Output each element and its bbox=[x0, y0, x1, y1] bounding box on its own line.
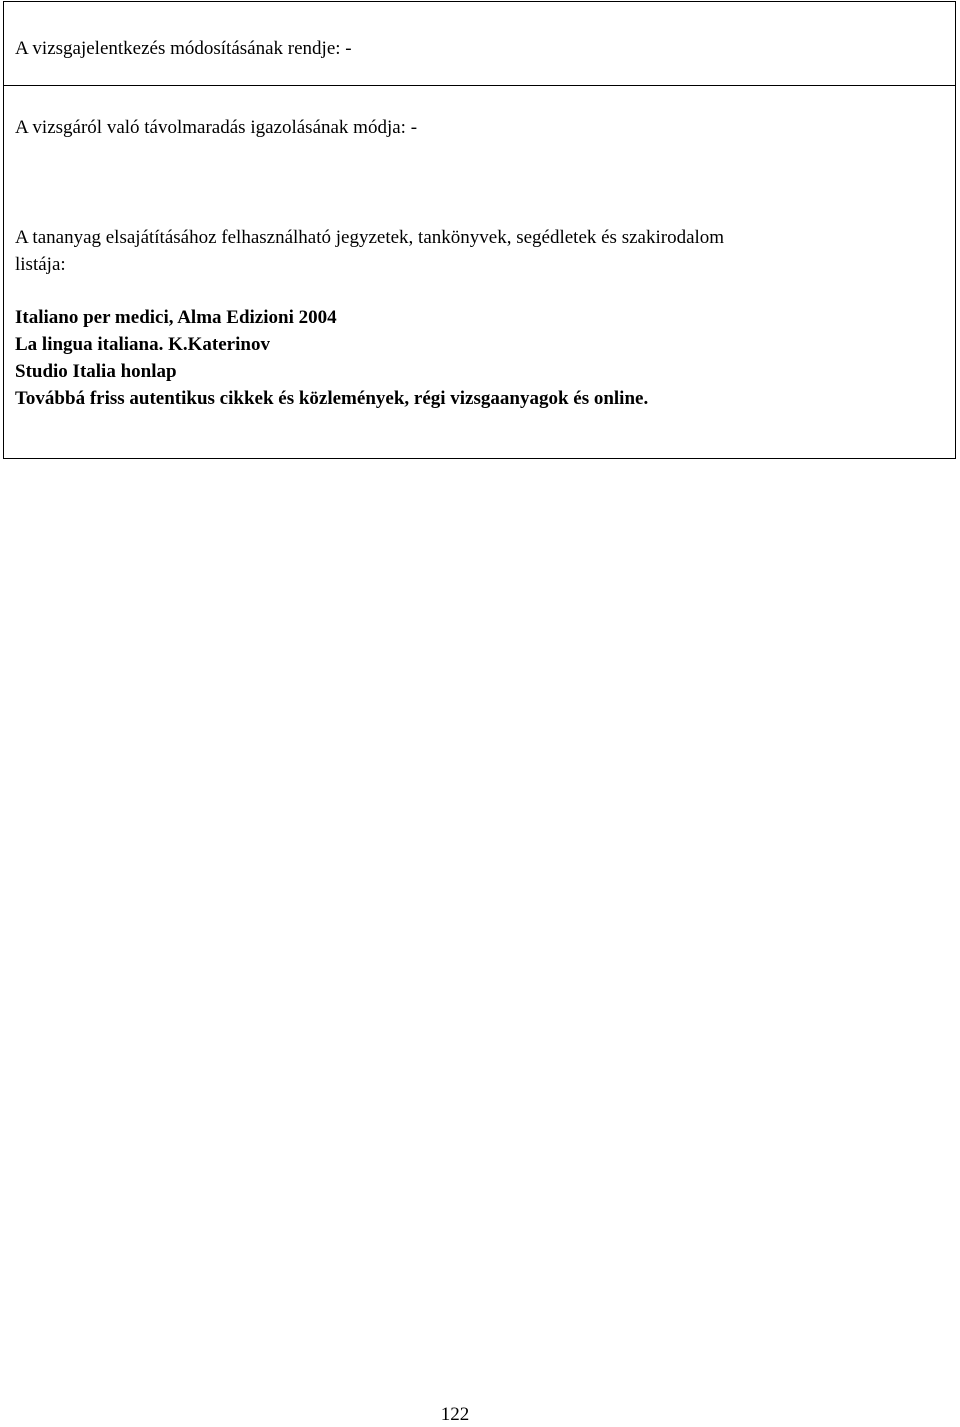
list-item: La lingua italiana. K.Katerinov bbox=[15, 334, 270, 355]
list-item: Továbbá friss autentikus cikkek és közlemények, régi vizsgaanyagok és online. bbox=[15, 388, 649, 409]
list-item: Italiano per medici, Alma Edizioni 2004 bbox=[15, 307, 337, 328]
absence-and-materials-row bbox=[4, 86, 955, 460]
absence-justification-text: A vizsgáról való távolmaradás igazolásának módja: - bbox=[15, 117, 418, 138]
materials-list bbox=[15, 304, 648, 412]
info-table bbox=[3, 1, 956, 459]
registration-change-row bbox=[4, 2, 955, 86]
page-number: 122 bbox=[440, 1404, 470, 1425]
materials-heading-line-2: listája: bbox=[15, 254, 66, 275]
materials-heading-line-1: A tananyag elsajátításához felhasználható jegyzetek, tankönyvek, segédletek és szakirodalom bbox=[15, 227, 725, 248]
list-item: Studio Italia honlap bbox=[15, 361, 177, 382]
registration-change-text: A vizsgajelentkezés módosításának rendje: - bbox=[15, 38, 352, 59]
